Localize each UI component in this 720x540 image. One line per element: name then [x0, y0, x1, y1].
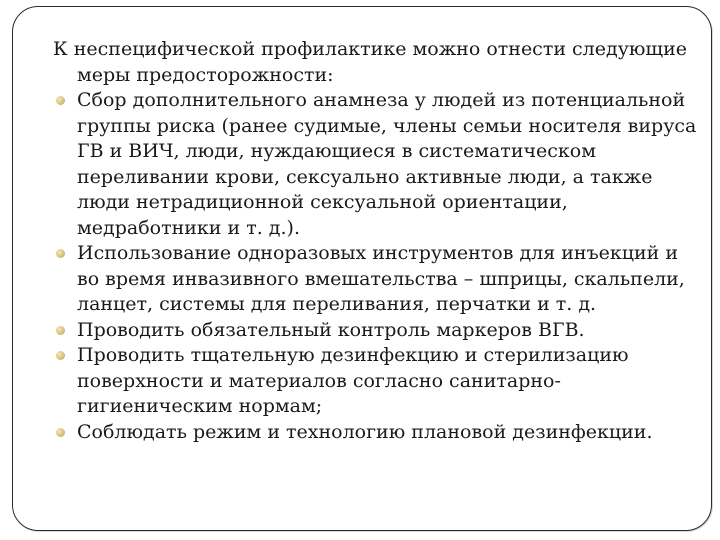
bullet-text: Проводить тщательную дезинфекцию и стерилизацию поверхности и материалов согласно санитарно-гигиеническим нормам;	[77, 344, 629, 417]
bullet-dot-icon	[56, 326, 65, 335]
bullet-item	[53, 88, 703, 241]
bullet-text: Проводить обязательный контроль маркеров ВГВ.	[77, 318, 585, 341]
bullet-item	[53, 343, 703, 420]
bullet-dot-icon	[56, 96, 65, 105]
slide-frame	[12, 6, 712, 531]
bullet-dot-icon	[56, 428, 65, 437]
bullet-list	[53, 88, 703, 445]
bullet-text: Соблюдать режим и технологию плановой дезинфекции.	[77, 420, 653, 443]
bullet-item	[53, 318, 703, 344]
bullet-text: Сбор дополнительного анамнеза у людей из потенциальной группы риска (ранее судимые, члены семьи носителя вируса ГВ и ВИЧ, люди, нуждающиеся в систематическом переливании крови, сексуально активные люди, а также люди нетрадиционной сексуальной ориентации, медработники и т. д.).	[77, 89, 697, 239]
bullet-item	[53, 420, 703, 446]
bullet-item	[53, 241, 703, 318]
slide-content	[53, 37, 703, 445]
intro-text: К неспецифической профилактике можно отнести следующие меры предосторожности:	[53, 38, 687, 86]
bullet-dot-icon	[56, 249, 65, 258]
bullet-dot-icon	[56, 351, 65, 360]
bullet-text: Использование одноразовых инструментов для инъекций и во время инвазивного вмешательства – шприцы, скальпели, ланцет, системы для переливания, перчатки и т. д.	[77, 242, 685, 315]
